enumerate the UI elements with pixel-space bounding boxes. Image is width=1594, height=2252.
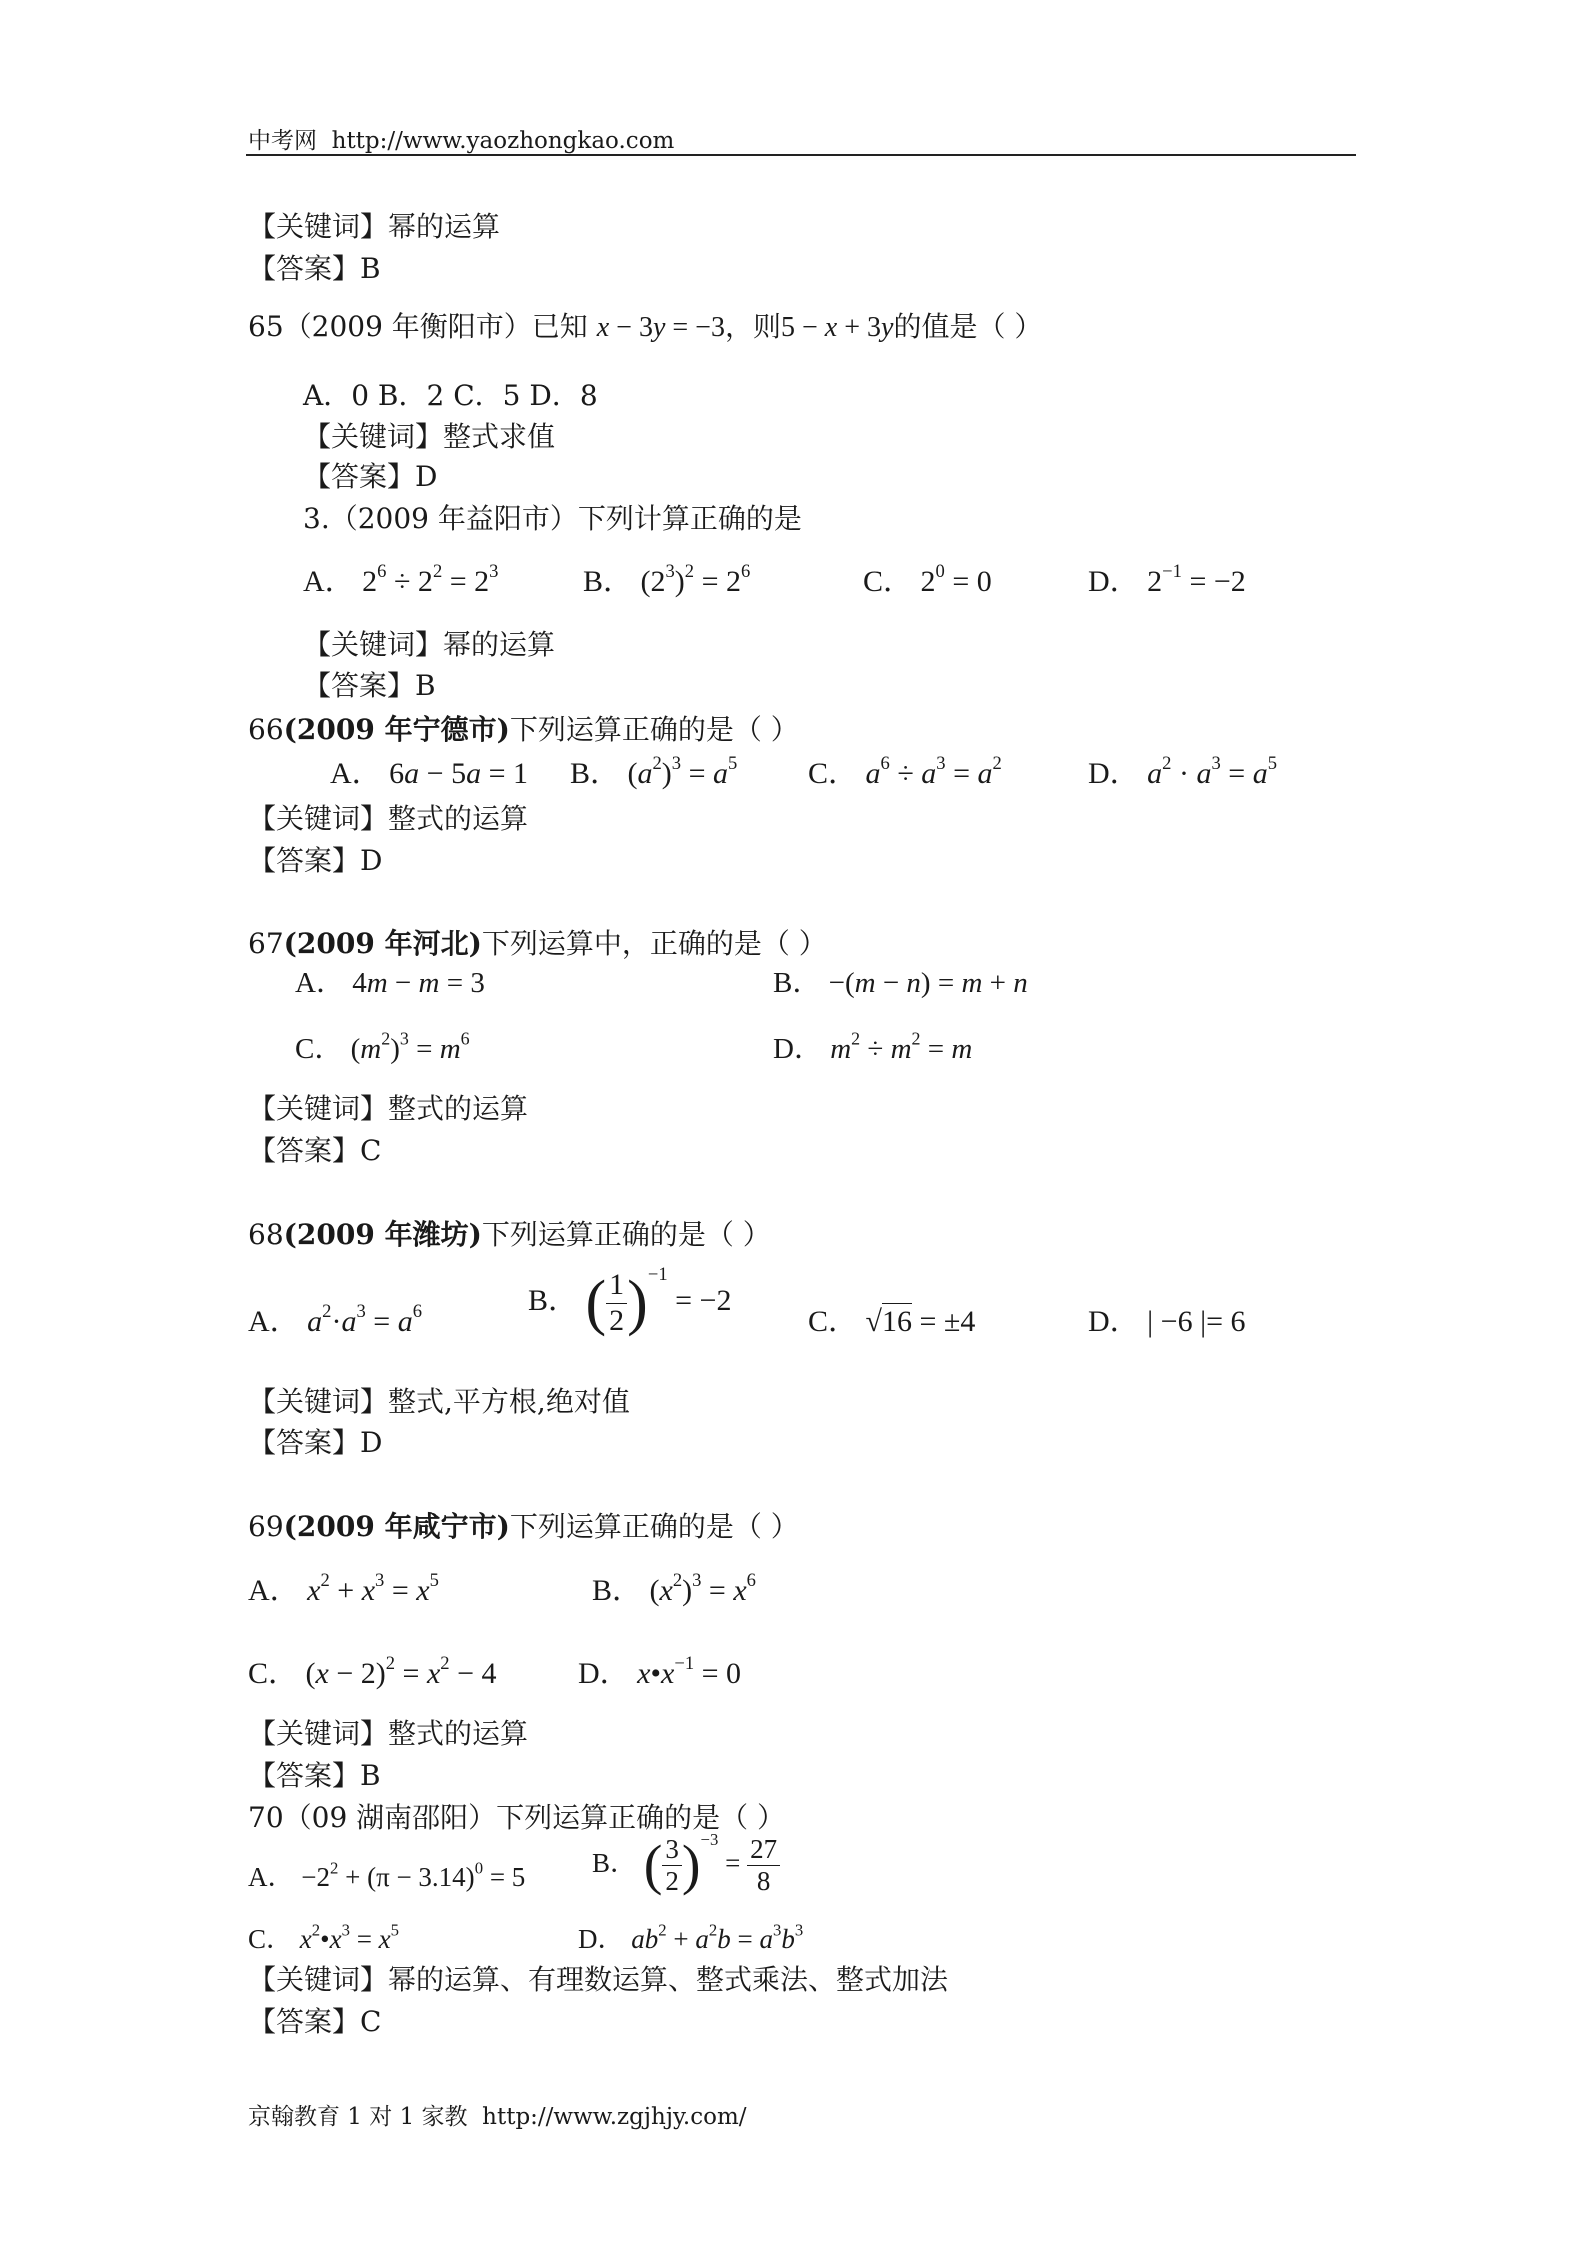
q67-option-d: D． $m^2 \div m^2 = m$	[773, 1028, 973, 1065]
answer-label: 【答案】	[248, 1426, 361, 1459]
q69-text: 下列运算正确的是（ ）	[509, 1510, 799, 1543]
q66-option-b: B． $(a^2)^3 = a^5$	[570, 753, 738, 790]
q66-option-d: D． $a^2 \cdot a^3 = a^5$	[1088, 753, 1277, 790]
q70-option-c: C． $x^2•x^3 = x^5$	[248, 1920, 400, 1954]
q65-equation: x − 3y = −3	[596, 312, 725, 343]
q70-answer-line	[248, 2000, 381, 2040]
keyword-label: 【关键词】	[248, 210, 389, 243]
q66-option-c: C． $a^6 \div a^3 = a^2$	[808, 753, 1002, 790]
q68-keyword-line	[248, 1380, 630, 1420]
q65-mid: ，则	[724, 310, 781, 343]
q3-option-c: C． $2^0 = 0$	[863, 561, 992, 598]
answer-label: 【答案】	[248, 2005, 361, 2038]
q65-stem	[248, 305, 1042, 345]
page-footer	[248, 2098, 747, 2131]
q66-source: (2009 年宁德市)	[283, 713, 510, 746]
keyword-value: 幂的运算	[443, 628, 556, 661]
q67-option-b: B． −(m − n) = m + n	[773, 967, 1028, 999]
answer-label: 【答案】	[248, 844, 361, 877]
q70-option-d: D． $ab^2 + a^2b = a^3b^3$	[578, 1920, 804, 1954]
answer-label: 【答案】	[303, 669, 416, 702]
keyword-label: 【关键词】	[248, 1717, 389, 1750]
q66-stem	[248, 708, 799, 748]
answer-value: C	[360, 2005, 382, 2038]
q68-option-b: B． ( $\frac{1}{2}$ )$^{-1}$ = −2	[528, 1264, 732, 1337]
q65-answer-line	[303, 455, 437, 495]
answer-value: D	[360, 844, 383, 877]
q70-option-a: A． $-2^2 + (\pi - 3.14)^0 = 5$	[248, 1858, 526, 1892]
q68-text: 下列运算正确的是（ ）	[481, 1218, 771, 1251]
answer-value: D	[415, 460, 438, 493]
q67-text: 下列运算中，正确的是（ ）	[481, 927, 827, 960]
header-site: 中考网	[248, 128, 317, 154]
keyword-value: 整式,平方根,绝对值	[388, 1385, 630, 1418]
footer-text: 京翰教育 1 对 1 家教	[248, 2104, 468, 2130]
answer-value: D	[360, 1426, 383, 1459]
q68-stem	[248, 1213, 771, 1253]
q3-stem: 3.（2009 年益阳市）下列计算正确的是	[303, 502, 802, 535]
q68-option-d: D． | −6 |= 6	[1088, 1305, 1246, 1338]
q67-keyword-line	[248, 1087, 528, 1127]
answer-label: 【答案】	[248, 252, 361, 285]
q3-option-a: A． $2^6 \div 2^2 = 2^3$	[303, 561, 499, 598]
q69-source: (2009 年咸宁市)	[283, 1510, 510, 1543]
q68-answer-line	[248, 1421, 382, 1461]
page-header	[248, 122, 674, 155]
q66-number: 66	[248, 713, 284, 746]
q69-option-c: C． $(x - 2)^2 = x^2 - 4$	[248, 1653, 497, 1690]
q67-option-a: A． 4m − m = 3	[295, 967, 485, 999]
keyword-label: 【关键词】	[303, 420, 444, 453]
keyword-label: 【关键词】	[248, 1385, 389, 1418]
keyword-value: 整式求值	[443, 420, 556, 453]
q69-stem	[248, 1505, 799, 1545]
q65-number: 65	[248, 310, 284, 343]
q65-expression: 5 − x + 3y	[781, 312, 894, 343]
q67-number: 67	[248, 927, 284, 960]
q65-source: （2009 年衡阳市）已知	[283, 310, 588, 343]
q3-option-b: B． $(2^3)^2 = 2^6$	[583, 561, 751, 598]
q70-option-b: B． ( $\frac{3}{2}$ )$^{-3}$ = $\frac{27}{8}$	[592, 1834, 780, 1897]
keyword-label: 【关键词】	[248, 1092, 389, 1125]
q3-answer-line	[303, 664, 436, 704]
q69-option-b: B． $(x^2)^3 = x^6$	[592, 1570, 756, 1607]
keyword-value: 整式的运算	[388, 802, 529, 835]
q68-source: (2009 年潍坊)	[283, 1218, 482, 1251]
q66-answer-line	[248, 839, 382, 879]
q65-options: A．0 B．2 C．5 D．8	[303, 379, 598, 412]
q67-stem	[248, 922, 827, 962]
q66-text: 下列运算正确的是（ ）	[509, 713, 799, 746]
q68-option-c: C． √16 = ±4	[808, 1305, 976, 1338]
q67-source: (2009 年河北)	[283, 927, 482, 960]
q67-answer-line	[248, 1129, 381, 1169]
q3-keyword-line	[303, 623, 555, 663]
answer-label: 【答案】	[303, 460, 416, 493]
q65-tail: 的值是（ ）	[893, 310, 1043, 343]
keyword-label: 【关键词】	[248, 1963, 389, 1996]
answer-label: 【答案】	[248, 1134, 361, 1167]
q69-answer-line	[248, 1754, 381, 1794]
header-rule	[246, 154, 1356, 156]
q66-keyword-line	[248, 797, 528, 837]
keyword-value: 幂的运算、有理数运算、整式乘法、整式加法	[388, 1963, 949, 1996]
keyword-label: 【关键词】	[248, 802, 389, 835]
keyword-value: 整式的运算	[388, 1092, 529, 1125]
q70-keyword-line	[248, 1958, 948, 1998]
q68-number: 68	[248, 1218, 284, 1251]
q70-stem: 70（09 湖南邵阳）下列运算正确的是（ ）	[248, 1801, 786, 1834]
answer-value: B	[415, 669, 436, 702]
q69-option-a: A． $x^2 + x^3 = x^5$	[248, 1570, 439, 1607]
footer-url: http://www.zgjhjy.com/	[482, 2104, 747, 2130]
q66-option-a: A． 6a − 5a = 1	[330, 757, 529, 790]
q68-option-a: A． $a^2\cdot a^3 = a^6$	[248, 1301, 422, 1338]
q65-keyword-line	[303, 415, 555, 455]
q67-option-c: C． $(m^2)^3 = m^6$	[295, 1028, 470, 1065]
answer-label: 【答案】	[248, 1759, 361, 1792]
answer-value: C	[360, 1134, 382, 1167]
top-keyword-line	[248, 205, 500, 245]
q69-option-d: D． $x•x^{-1} = 0$	[578, 1653, 742, 1690]
header-url: http://www.yaozhongkao.com	[331, 128, 675, 154]
q69-keyword-line	[248, 1712, 528, 1752]
q69-number: 69	[248, 1510, 284, 1543]
answer-value: B	[360, 1759, 381, 1792]
answer-value: B	[360, 252, 381, 285]
keyword-label: 【关键词】	[303, 628, 444, 661]
keyword-value: 幂的运算	[388, 210, 501, 243]
keyword-value: 整式的运算	[388, 1717, 529, 1750]
top-answer-line	[248, 247, 381, 287]
q3-option-d: D． $2^{-1} = -2$	[1088, 561, 1246, 598]
